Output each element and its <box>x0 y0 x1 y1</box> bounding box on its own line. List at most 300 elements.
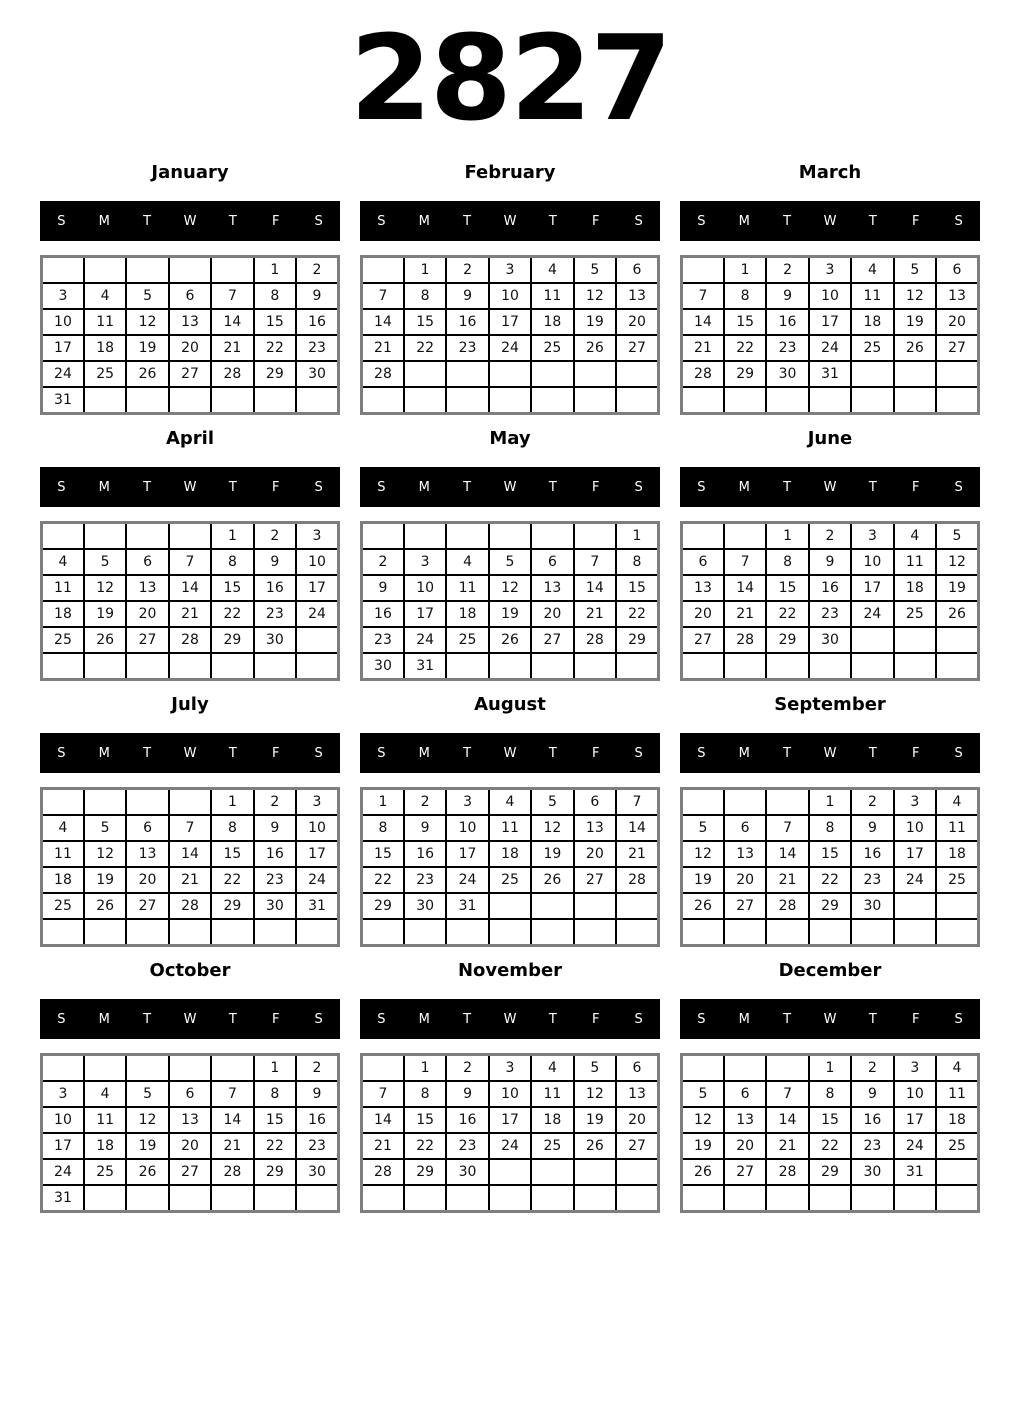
day-cell: 27 <box>531 627 573 653</box>
day-cell: 7 <box>724 549 766 575</box>
day-cell: 9 <box>254 815 296 841</box>
day-cell: 9 <box>809 549 851 575</box>
empty-day-cell <box>936 627 978 653</box>
day-cell: 12 <box>574 1081 616 1107</box>
empty-day-cell <box>766 1055 808 1082</box>
empty-day-cell <box>126 1055 168 1082</box>
empty-day-cell <box>682 1055 724 1082</box>
day-cell: 31 <box>894 1159 936 1185</box>
day-cell: 27 <box>126 893 168 919</box>
day-cell: 8 <box>254 1081 296 1107</box>
day-cell: 6 <box>574 789 616 816</box>
week-row <box>682 387 979 414</box>
empty-day-cell <box>936 361 978 387</box>
day-cell: 13 <box>616 1081 658 1107</box>
weekday-header-cell: S <box>634 745 643 761</box>
day-cell: 9 <box>446 283 488 309</box>
day-cell: 25 <box>42 627 84 653</box>
month-january <box>40 161 340 415</box>
week-row <box>682 893 979 919</box>
day-cell: 22 <box>766 601 808 627</box>
day-cell: 8 <box>616 549 658 575</box>
day-cell: 3 <box>851 523 893 550</box>
month-day-grid <box>40 255 340 415</box>
day-cell: 10 <box>446 815 488 841</box>
week-row <box>42 893 339 919</box>
empty-day-cell <box>724 919 766 946</box>
day-cell: 26 <box>489 627 531 653</box>
day-cell: 4 <box>489 789 531 816</box>
day-cell: 20 <box>616 1107 658 1133</box>
day-cell: 23 <box>254 867 296 893</box>
weekday-header-cell: W <box>183 1011 197 1027</box>
day-cell: 13 <box>169 1107 211 1133</box>
week-row <box>362 653 659 680</box>
empty-day-cell <box>404 919 446 946</box>
month-day-grid <box>360 521 660 681</box>
empty-day-cell <box>531 653 573 680</box>
day-cell: 25 <box>84 1159 126 1185</box>
week-row <box>682 283 979 309</box>
day-cell: 10 <box>296 549 338 575</box>
day-cell: 22 <box>724 335 766 361</box>
empty-day-cell <box>724 789 766 816</box>
empty-day-cell <box>254 653 296 680</box>
day-cell: 27 <box>724 893 766 919</box>
day-cell: 26 <box>531 867 573 893</box>
weekday-header-cell: T <box>548 1011 557 1027</box>
week-row <box>682 361 979 387</box>
day-cell: 13 <box>126 575 168 601</box>
weekday-header-cell: S <box>314 213 323 229</box>
day-cell: 28 <box>724 627 766 653</box>
day-cell: 14 <box>211 1107 253 1133</box>
day-cell: 21 <box>616 841 658 867</box>
day-cell: 30 <box>296 1159 338 1185</box>
day-cell: 17 <box>42 335 84 361</box>
week-row <box>362 789 659 816</box>
day-cell: 29 <box>362 893 404 919</box>
day-cell: 28 <box>574 627 616 653</box>
day-cell: 28 <box>169 627 211 653</box>
day-cell: 19 <box>84 867 126 893</box>
day-cell: 15 <box>809 841 851 867</box>
empty-day-cell <box>574 361 616 387</box>
day-cell: 4 <box>894 523 936 550</box>
day-cell: 28 <box>766 893 808 919</box>
day-cell: 1 <box>254 1055 296 1082</box>
day-cell: 18 <box>84 1133 126 1159</box>
weekday-header-cell: T <box>228 745 237 761</box>
day-cell: 20 <box>531 601 573 627</box>
day-cell: 22 <box>254 335 296 361</box>
day-cell: 9 <box>851 1081 893 1107</box>
empty-day-cell <box>724 523 766 550</box>
day-cell: 19 <box>682 1133 724 1159</box>
day-cell: 13 <box>724 1107 766 1133</box>
day-cell: 8 <box>404 1081 446 1107</box>
day-cell: 24 <box>42 361 84 387</box>
day-cell: 26 <box>84 627 126 653</box>
day-cell: 14 <box>766 1107 808 1133</box>
day-cell: 20 <box>574 841 616 867</box>
weekday-header-row <box>680 999 980 1039</box>
day-cell: 3 <box>404 549 446 575</box>
day-cell: 5 <box>682 815 724 841</box>
weekday-header-cell: S <box>377 745 386 761</box>
day-cell: 11 <box>42 575 84 601</box>
week-row <box>42 387 339 414</box>
day-cell: 7 <box>211 1081 253 1107</box>
week-row <box>42 653 339 680</box>
weekday-header-cell: F <box>591 1011 600 1027</box>
week-row <box>682 1159 979 1185</box>
empty-day-cell <box>574 919 616 946</box>
month-title: December <box>778 960 882 981</box>
day-cell: 24 <box>404 627 446 653</box>
day-cell: 22 <box>809 1133 851 1159</box>
weekday-header-cell: T <box>548 479 557 495</box>
week-row <box>362 893 659 919</box>
day-cell: 29 <box>404 1159 446 1185</box>
empty-day-cell <box>126 387 168 414</box>
empty-day-cell <box>682 257 724 284</box>
weekday-header-cell: W <box>503 745 517 761</box>
empty-day-cell <box>851 653 893 680</box>
empty-day-cell <box>126 1185 168 1212</box>
weekday-header-cell: T <box>463 745 472 761</box>
day-cell: 4 <box>84 283 126 309</box>
day-cell: 13 <box>616 283 658 309</box>
empty-day-cell <box>446 387 488 414</box>
day-cell: 8 <box>724 283 766 309</box>
empty-day-cell <box>682 653 724 680</box>
week-row <box>42 1081 339 1107</box>
day-cell: 29 <box>254 361 296 387</box>
empty-day-cell <box>766 387 808 414</box>
day-cell: 30 <box>404 893 446 919</box>
day-cell: 31 <box>446 893 488 919</box>
weekday-header-cell: W <box>823 1011 837 1027</box>
empty-day-cell <box>616 919 658 946</box>
month-title: March <box>798 162 862 183</box>
day-cell: 7 <box>211 283 253 309</box>
day-cell: 2 <box>296 257 338 284</box>
empty-day-cell <box>362 1055 404 1082</box>
week-row <box>682 575 979 601</box>
day-cell: 11 <box>84 1107 126 1133</box>
month-august <box>360 693 660 947</box>
empty-day-cell <box>84 523 126 550</box>
week-row <box>682 1081 979 1107</box>
day-cell: 5 <box>894 257 936 284</box>
day-cell: 16 <box>851 1107 893 1133</box>
day-cell: 1 <box>254 257 296 284</box>
day-cell: 1 <box>404 257 446 284</box>
empty-day-cell <box>531 1185 573 1212</box>
day-cell: 15 <box>766 575 808 601</box>
day-cell: 20 <box>169 1133 211 1159</box>
year-title: 2827 <box>349 9 671 147</box>
empty-day-cell <box>894 1185 936 1212</box>
month-day-grid <box>40 1053 340 1213</box>
empty-day-cell <box>724 1055 766 1082</box>
empty-day-cell <box>574 523 616 550</box>
empty-day-cell <box>211 1185 253 1212</box>
month-day-grid <box>40 787 340 947</box>
day-cell: 28 <box>169 893 211 919</box>
day-cell: 3 <box>296 789 338 816</box>
day-cell: 14 <box>211 309 253 335</box>
day-cell: 3 <box>809 257 851 284</box>
day-cell: 23 <box>809 601 851 627</box>
week-row <box>362 919 659 946</box>
empty-day-cell <box>254 1185 296 1212</box>
week-row <box>42 335 339 361</box>
empty-day-cell <box>574 653 616 680</box>
empty-day-cell <box>616 361 658 387</box>
day-cell: 9 <box>254 549 296 575</box>
weekday-header-row <box>360 733 660 773</box>
empty-day-cell <box>404 1185 446 1212</box>
day-cell: 19 <box>126 335 168 361</box>
empty-day-cell <box>489 653 531 680</box>
day-cell: 25 <box>531 1133 573 1159</box>
weekday-header-cell: T <box>868 1011 877 1027</box>
day-cell: 15 <box>211 575 253 601</box>
empty-day-cell <box>936 387 978 414</box>
week-row <box>42 1185 339 1212</box>
day-cell: 4 <box>84 1081 126 1107</box>
day-cell: 18 <box>446 601 488 627</box>
day-cell: 17 <box>296 841 338 867</box>
day-cell: 12 <box>682 1107 724 1133</box>
weekday-header-cell: S <box>954 745 963 761</box>
empty-day-cell <box>682 523 724 550</box>
day-cell: 26 <box>84 893 126 919</box>
week-row <box>682 653 979 680</box>
empty-day-cell <box>531 893 573 919</box>
day-cell: 21 <box>169 867 211 893</box>
day-cell: 28 <box>616 867 658 893</box>
day-cell: 4 <box>531 1055 573 1082</box>
day-cell: 21 <box>766 867 808 893</box>
empty-day-cell <box>169 257 211 284</box>
empty-day-cell <box>169 523 211 550</box>
day-cell: 15 <box>404 309 446 335</box>
week-row <box>362 575 659 601</box>
empty-day-cell <box>851 361 893 387</box>
empty-day-cell <box>489 919 531 946</box>
day-cell: 21 <box>724 601 766 627</box>
weekday-header-cell: S <box>697 479 706 495</box>
day-cell: 22 <box>404 335 446 361</box>
empty-day-cell <box>84 789 126 816</box>
day-cell: 16 <box>296 1107 338 1133</box>
week-row <box>362 309 659 335</box>
week-row <box>362 1107 659 1133</box>
day-cell: 30 <box>362 653 404 680</box>
day-cell: 31 <box>296 893 338 919</box>
day-cell: 27 <box>126 627 168 653</box>
day-cell: 24 <box>894 1133 936 1159</box>
weekday-header-cell: S <box>377 213 386 229</box>
weekday-header-cell: T <box>868 479 877 495</box>
day-cell: 17 <box>489 309 531 335</box>
weekday-header-cell: F <box>591 479 600 495</box>
weekday-header-cell: T <box>463 479 472 495</box>
week-row <box>42 257 339 284</box>
month-april <box>40 427 340 681</box>
day-cell: 17 <box>42 1133 84 1159</box>
day-cell: 18 <box>936 1107 978 1133</box>
empty-day-cell <box>724 1185 766 1212</box>
month-may <box>360 427 660 681</box>
month-title: February <box>464 162 556 183</box>
weekday-header-cell: F <box>591 213 600 229</box>
day-cell: 13 <box>936 283 978 309</box>
day-cell: 24 <box>851 601 893 627</box>
day-cell: 11 <box>531 1081 573 1107</box>
empty-day-cell <box>404 361 446 387</box>
weekday-header-cell: M <box>98 1011 110 1027</box>
day-cell: 2 <box>254 523 296 550</box>
day-cell: 19 <box>531 841 573 867</box>
day-cell: 16 <box>254 841 296 867</box>
empty-day-cell <box>446 919 488 946</box>
empty-day-cell <box>84 257 126 284</box>
day-cell: 18 <box>531 309 573 335</box>
weekday-header-cell: F <box>591 745 600 761</box>
empty-day-cell <box>531 361 573 387</box>
weekday-header-cell: S <box>314 479 323 495</box>
day-cell: 29 <box>809 1159 851 1185</box>
empty-day-cell <box>616 1185 658 1212</box>
day-cell: 14 <box>724 575 766 601</box>
day-cell: 20 <box>724 1133 766 1159</box>
empty-day-cell <box>211 1055 253 1082</box>
empty-day-cell <box>296 653 338 680</box>
day-cell: 1 <box>809 789 851 816</box>
day-cell: 3 <box>489 257 531 284</box>
day-cell: 7 <box>362 283 404 309</box>
day-cell: 11 <box>446 575 488 601</box>
day-cell: 2 <box>254 789 296 816</box>
weekday-header-cell: T <box>783 479 792 495</box>
empty-day-cell <box>531 1159 573 1185</box>
day-cell: 31 <box>42 1185 84 1212</box>
month-day-grid <box>680 1053 980 1213</box>
day-cell: 4 <box>851 257 893 284</box>
empty-day-cell <box>809 387 851 414</box>
empty-day-cell <box>169 387 211 414</box>
empty-day-cell <box>574 893 616 919</box>
empty-day-cell <box>362 523 404 550</box>
day-cell: 10 <box>296 815 338 841</box>
day-cell: 18 <box>936 841 978 867</box>
day-cell: 16 <box>254 575 296 601</box>
empty-day-cell <box>682 919 724 946</box>
month-title: April <box>165 428 215 449</box>
month-day-grid <box>360 255 660 415</box>
day-cell: 8 <box>362 815 404 841</box>
empty-day-cell <box>936 1185 978 1212</box>
week-row <box>42 815 339 841</box>
day-cell: 29 <box>211 893 253 919</box>
empty-day-cell <box>126 523 168 550</box>
day-cell: 7 <box>574 549 616 575</box>
day-cell: 11 <box>531 283 573 309</box>
week-row <box>42 1159 339 1185</box>
day-cell: 29 <box>809 893 851 919</box>
weekday-header-row <box>40 999 340 1039</box>
day-cell: 14 <box>682 309 724 335</box>
weekday-header-row <box>680 201 980 241</box>
day-cell: 21 <box>766 1133 808 1159</box>
weekday-header-cell: T <box>143 479 152 495</box>
day-cell: 25 <box>936 1133 978 1159</box>
day-cell: 25 <box>894 601 936 627</box>
day-cell: 9 <box>362 575 404 601</box>
day-cell: 19 <box>574 309 616 335</box>
month-title: January <box>151 162 229 183</box>
weekday-header-cell: S <box>954 213 963 229</box>
week-row <box>42 575 339 601</box>
empty-day-cell <box>894 893 936 919</box>
weekday-header-row <box>360 999 660 1039</box>
week-row <box>42 283 339 309</box>
day-cell: 19 <box>84 601 126 627</box>
weekday-header-cell: F <box>911 1011 920 1027</box>
day-cell: 23 <box>404 867 446 893</box>
empty-day-cell <box>446 653 488 680</box>
day-cell: 22 <box>211 601 253 627</box>
day-cell: 30 <box>296 361 338 387</box>
week-row <box>42 919 339 946</box>
day-cell: 23 <box>446 1133 488 1159</box>
day-cell: 28 <box>682 361 724 387</box>
month-december <box>680 959 980 1213</box>
week-row <box>682 919 979 946</box>
month-march <box>680 161 980 415</box>
day-cell: 3 <box>894 1055 936 1082</box>
day-cell: 6 <box>724 1081 766 1107</box>
day-cell: 1 <box>404 1055 446 1082</box>
day-cell: 5 <box>574 257 616 284</box>
weekday-header-cell: T <box>143 1011 152 1027</box>
day-cell: 28 <box>766 1159 808 1185</box>
day-cell: 24 <box>42 1159 84 1185</box>
weekday-header-cell: W <box>183 479 197 495</box>
week-row <box>362 1133 659 1159</box>
empty-day-cell <box>489 361 531 387</box>
day-cell: 22 <box>211 867 253 893</box>
day-cell: 26 <box>126 361 168 387</box>
empty-day-cell <box>169 653 211 680</box>
weekday-header-cell: S <box>57 479 66 495</box>
day-cell: 9 <box>296 283 338 309</box>
month-title: June <box>807 428 853 449</box>
day-cell: 2 <box>404 789 446 816</box>
weekday-header-cell: S <box>954 479 963 495</box>
week-row <box>42 789 339 816</box>
day-cell: 28 <box>211 361 253 387</box>
day-cell: 21 <box>682 335 724 361</box>
day-cell: 15 <box>616 575 658 601</box>
empty-day-cell <box>446 361 488 387</box>
day-cell: 20 <box>616 309 658 335</box>
empty-day-cell <box>42 257 84 284</box>
